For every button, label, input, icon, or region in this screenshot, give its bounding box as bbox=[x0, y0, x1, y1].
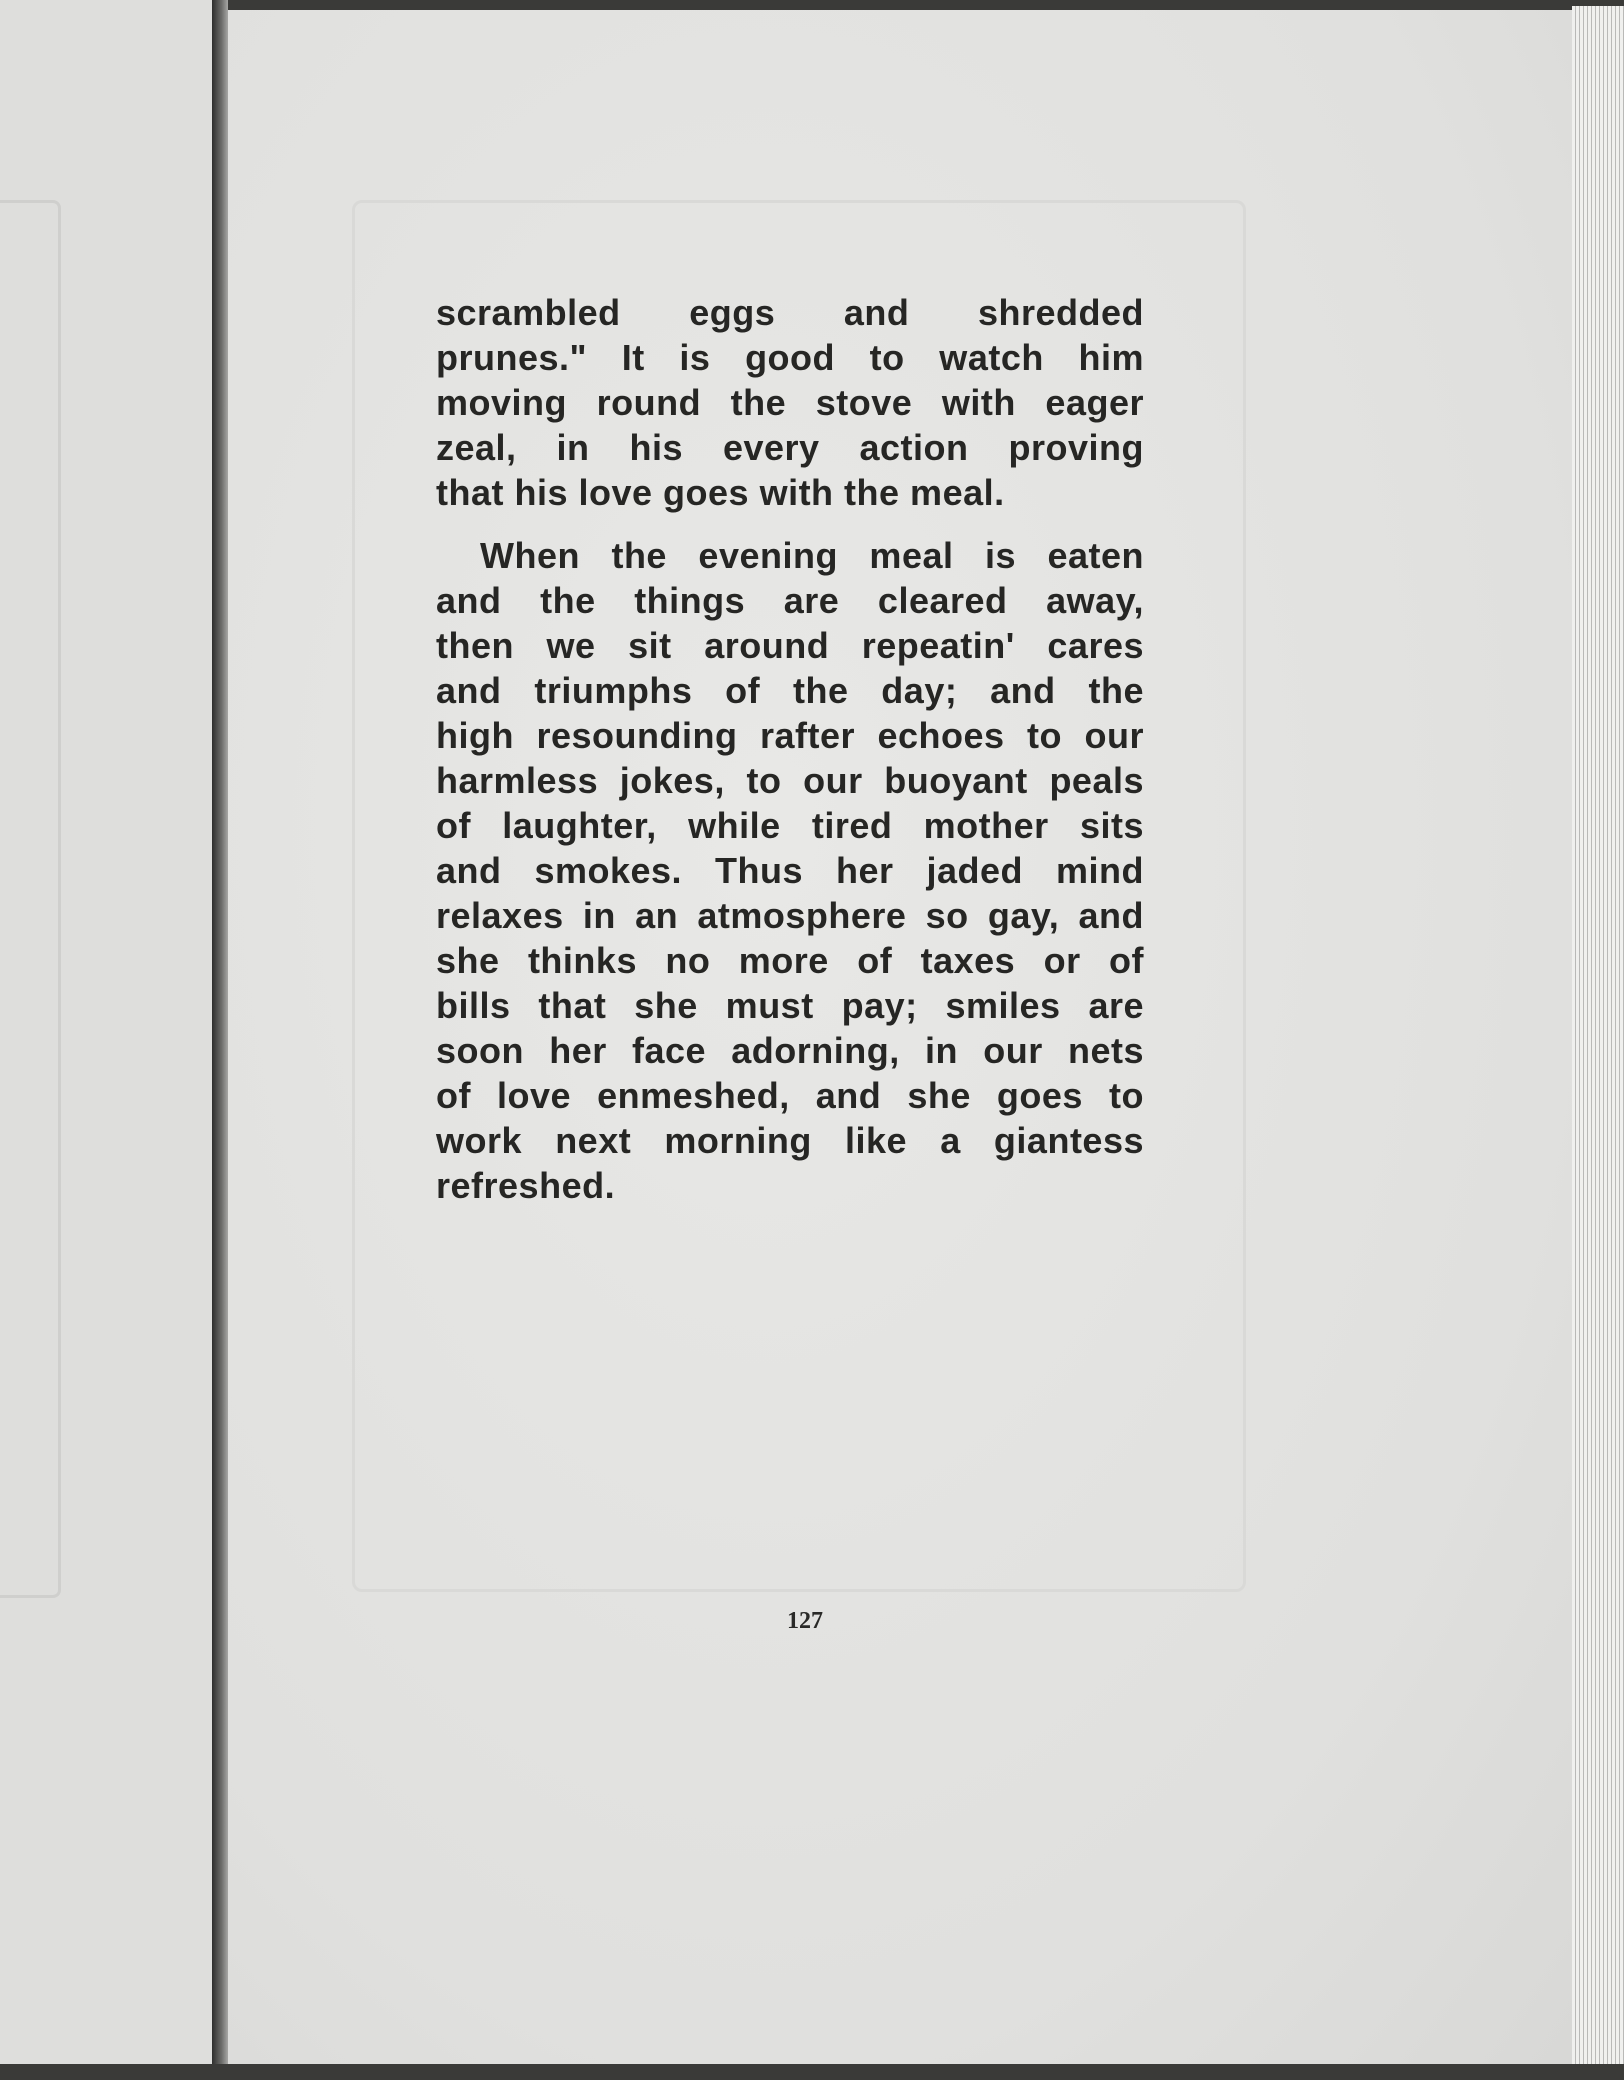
text-line: prunes." It is good to watch him bbox=[436, 337, 1144, 378]
text-line: work next morning like a giantess bbox=[436, 1120, 1144, 1161]
left-page bbox=[0, 0, 214, 2064]
text-line: and triumphs of the day; and the bbox=[436, 670, 1144, 711]
page-number: 127 bbox=[787, 1608, 823, 1634]
text-line: and the things are cleared away, bbox=[436, 580, 1144, 621]
text-line: of love enmeshed, and she goes to bbox=[436, 1075, 1144, 1116]
text-line: When the evening meal is eaten bbox=[480, 535, 1144, 576]
text-line: moving round the stove with eager bbox=[436, 382, 1144, 423]
text-line: zeal, in his every action proving bbox=[436, 427, 1144, 468]
text-line: she thinks no more of taxes or of bbox=[436, 940, 1144, 981]
text-line: of laughter, while tired mother sits bbox=[436, 805, 1144, 846]
body-text bbox=[436, 290, 1144, 1208]
left-page-frame bbox=[0, 200, 61, 1598]
text-line: then we sit around repeatin' cares bbox=[436, 625, 1144, 666]
book-gutter bbox=[212, 0, 228, 2064]
text-line: refreshed. bbox=[436, 1165, 616, 1206]
paragraph-1 bbox=[436, 290, 1144, 515]
text-line: high resounding rafter echoes to our bbox=[436, 715, 1144, 756]
text-line: relaxes in an atmosphere so gay, and bbox=[436, 895, 1144, 936]
bottom-strip bbox=[0, 2064, 1624, 2080]
text-line: scrambled eggs and shredded bbox=[436, 292, 1144, 333]
text-line: that his love goes with the meal. bbox=[436, 472, 1005, 513]
page-edges bbox=[1572, 6, 1624, 2066]
text-line: and smokes. Thus her jaded mind bbox=[436, 850, 1144, 891]
paragraph-2 bbox=[436, 533, 1144, 1208]
text-line: soon her face adorning, in our nets bbox=[436, 1030, 1144, 1071]
text-line: harmless jokes, to our buoyant peals bbox=[436, 760, 1144, 801]
text-line: bills that she must pay; smiles are bbox=[436, 985, 1144, 1026]
